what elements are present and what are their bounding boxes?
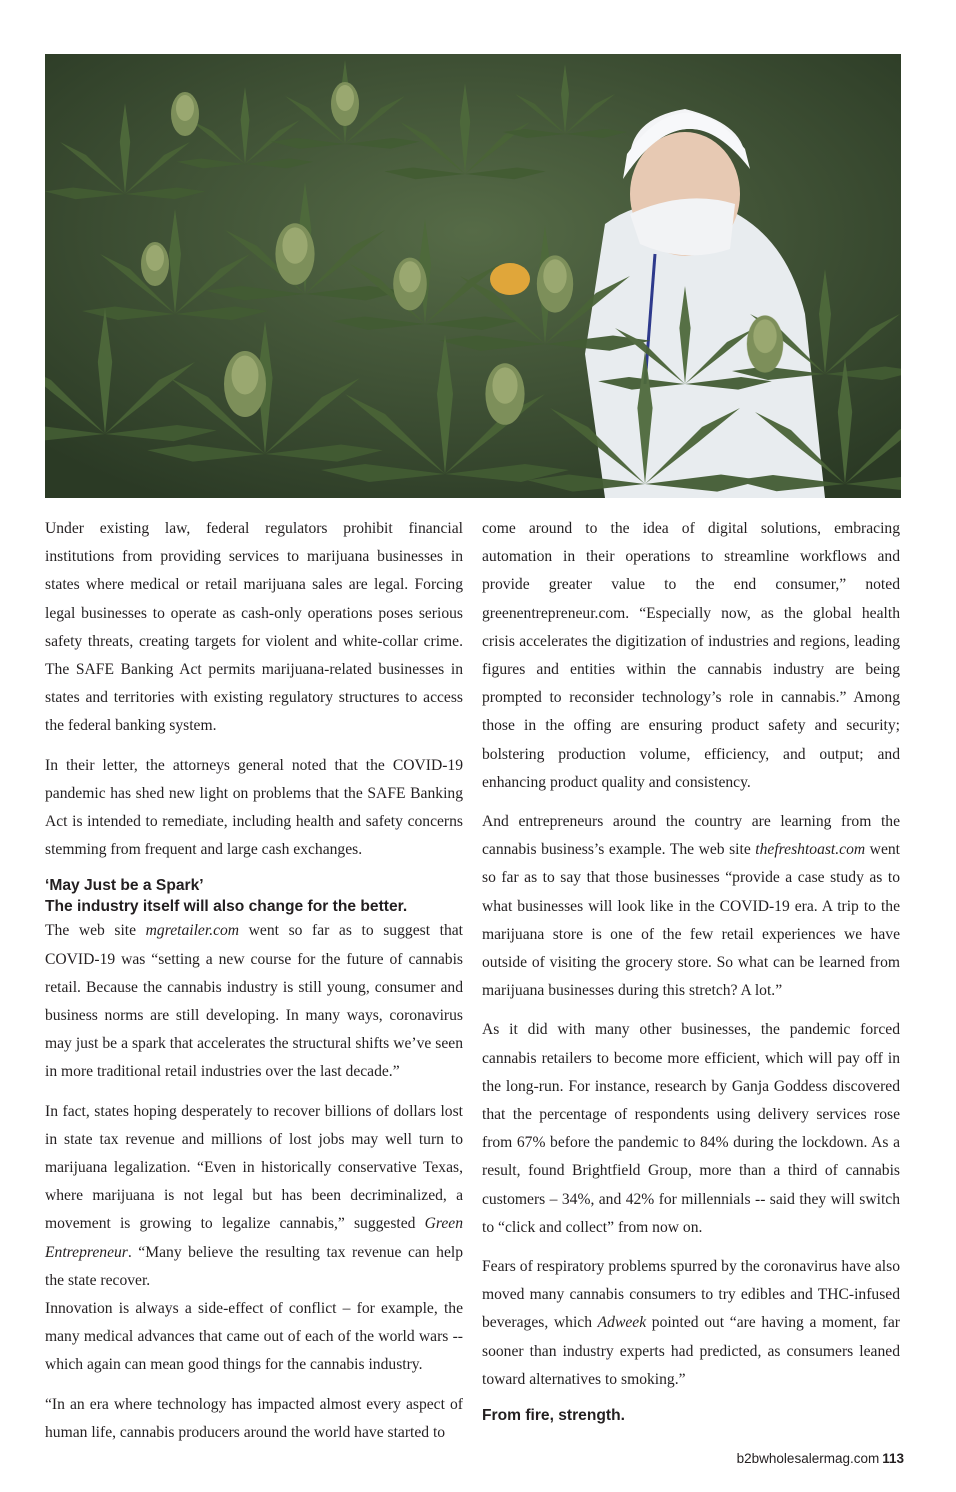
paragraph: Fears of respiratory problems spurred by the coronavirus have also moved many cannabis consumers to try edibles and THC-infused beverages, which Adweek pointed out “are having a moment, far sooner than industry experts had predicted, as consumers leaned toward alternatives to smoking.” xyxy=(482,1258,900,1388)
paragraph: As it did with many other businesses, the pandemic forced cannabis retailers to become more efficient, which will pay off in the long-run. For instance, research by Ganja Goddess discovered that the percentage of respondents using delivery services rose from 67% before the pandemic to 84% during the lockdown. As a result, found Brightfield Group, more than a third of cannabis customers – 34%, and 42% for millennials -- said they will switch to “click and collect” from now on. xyxy=(482,1021,900,1236)
paragraph: In fact, states hoping desperately to recover billions of dollars lost in state tax revenue and millions of lost jobs may well turn to marijuana legalization. “Even in historically conservative Texas, where marijuana is not legal but has been decriminalized, a movement is growing to legalize cannabis,” suggested Green Entrepreneur. “Many believe the resulting tax revenue can help the state recover. xyxy=(45,1102,463,1289)
site-url: b2bwholesalermag.com xyxy=(736,1451,880,1466)
paragraph: The web site mgretailer.com went so far as to suggest that COVID-19 was “setting a new course for the future of cannabis retail. Because the cannabis industry is still young, consumer and business norms are still developing. In many ways, coronavirus may just be a spark that accelerates the structural shifts we’ve seen in more traditional retail industries over the last decade.” xyxy=(45,922,464,1081)
section-title: ‘May Just be a Spark’ xyxy=(45,877,204,895)
page-footer xyxy=(737,1451,904,1466)
article-column-left xyxy=(45,515,463,1458)
source-name: Green Entrepreneur xyxy=(45,1215,463,1261)
source-name: Adweek xyxy=(597,1314,647,1332)
paragraph: Innovation is always a side-effect of conflict – for example, the many medical advances that came out of each of the world wars -- which again can mean good things for the cannabis industry. xyxy=(45,1300,463,1374)
paragraph: come around to the idea of digital solutions, embracing automation in their operations to streamline workflows and provide greater value to the end consumer,” noted greenentrepreneur.com. “Especially now, as the global health crisis accelerates the digitization of industries and regions, leading figures and entities within the cannabis industry are being prompted to reconsider technology’s role in cannabis.” Among those in the offing are ensuring product safety and security; bolstering production volume, efficiency, and output; and enhancing product quality and consistency. xyxy=(482,520,900,791)
greenhouse-photo-icon xyxy=(45,54,901,498)
paragraph: In their letter, the attorneys general noted that the COVID-19 pandemic has shed new light on problems that the SAFE Banking Act is intended to remediate, including health and safety concerns stemming from frequent and large cash exchanges. xyxy=(45,756,463,859)
source-name: thefreshtoast.com xyxy=(755,841,866,859)
paragraph: And entrepreneurs around the country are learning from the cannabis business’s example. The web site thefreshtoast.com went so far as to say that those businesses “provide a case study as to what businesses will look like in the COVID-19 era. A trip to the marijuana store is one of the few retail experiences we have outside of visiting the grocery store. So what can be learned from marijuana businesses during this stretch? A lot.” xyxy=(482,813,900,1000)
paragraph: “In an era where technology has impacted almost every aspect of human life, cannabis producers around the world have started to xyxy=(45,1395,463,1441)
section-deck: The industry itself will also change for the better. xyxy=(45,898,408,916)
source-name: mgretailer.com xyxy=(145,922,240,940)
paragraph: Under existing law, federal regulators prohibit financial institutions from providing services to marijuana businesses in states where medical or retail marijuana sales are legal. Forcing legal businesses to operate as cash-only operations poses serious safety threats, creating targets for violent and white-collar crime. The SAFE Banking Act permits marijuana-related businesses in states and territories with existing regulatory structures to access the federal banking system. xyxy=(45,520,463,735)
page-number: 113 xyxy=(882,1451,904,1466)
closing-heading: From fire, strength. xyxy=(482,1407,625,1425)
article-column-right xyxy=(482,515,900,1426)
hero-photo xyxy=(45,54,901,498)
